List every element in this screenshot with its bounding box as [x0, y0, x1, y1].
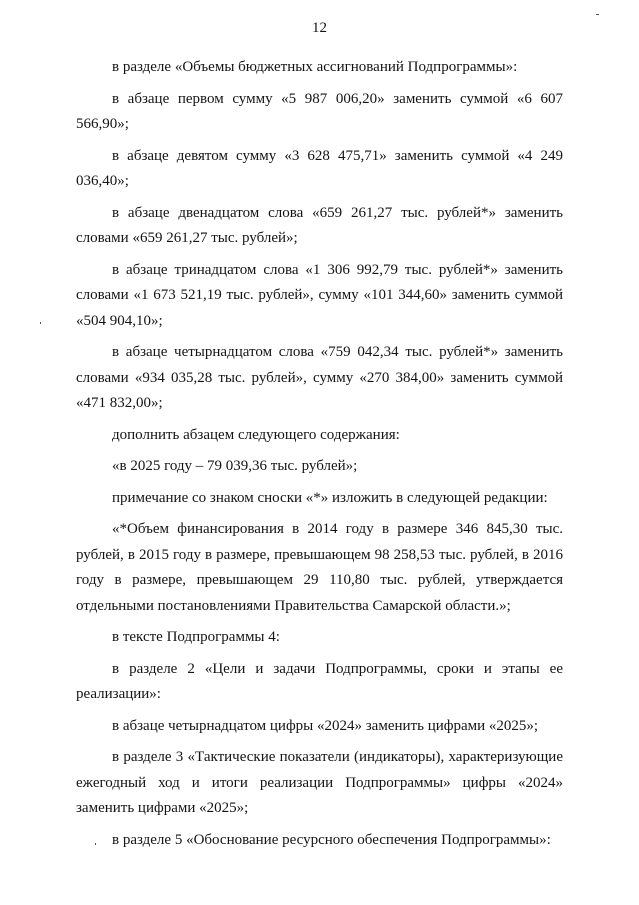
- paragraph: в абзаце тринадцатом слова «1 306 992,79 тыс. рублей*» заменить словами «1 673 521,19 тыс. рублей», сумму «101 344,60» заменить суммой «504 904,10»;: [76, 261, 563, 329]
- paragraph: дополнить абзацем следующего содержания:: [112, 426, 400, 443]
- paragraph: в абзаце девятом сумму «3 628 475,71» заменить суммой «4 249 036,40»;: [76, 147, 563, 189]
- paragraph: в разделе 2 «Цели и задачи Подпрограммы, сроки и этапы ее реализации»:: [76, 660, 563, 702]
- paragraph: в разделе «Объемы бюджетных ассигнований Подпрограммы»:: [112, 59, 518, 75]
- scan-mark: [596, 14, 599, 15]
- paragraph: в абзаце двенадцатом слова «659 261,27 тыс. рублей*» заменить словами «659 261,27 тыс. рублей»;: [76, 204, 563, 246]
- paragraph: «*Объем финансирования в 2014 году в размере 346 845,30 тыс. рублей, в 2015 году в размере, превышающем 98 258,53 тыс. рублей, в 2016 году в размере, превышающем 29 110,80 тыс. рублей, утверждается отдельными постановлениями Правительства Самарской области.»;: [76, 521, 563, 614]
- paragraph: в разделе 3 «Тактические показатели (индикаторы), характеризующие ежегодный ход и итоги реализации Подпрограммы» цифры «2024» заменить цифрами «2025»;: [76, 749, 563, 816]
- paragraph: примечание со знаком сноски «*» изложить в следующей редакции:: [112, 489, 548, 506]
- paragraph: в разделе 5 «Обоснование ресурсного обеспечения Подпрограммы»:: [112, 831, 551, 848]
- paragraph: в абзаце первом сумму «5 987 006,20» заменить суммой «6 607 566,90»;: [76, 90, 563, 132]
- page-number: 12: [312, 20, 327, 36]
- paragraph: в абзаце четырнадцатом цифры «2024» заменить цифрами «2025»;: [112, 717, 539, 734]
- paragraph: в абзаце четырнадцатом слова «759 042,34 тыс. рублей*» заменить словами «934 035,28 тыс. рублей», сумму «270 384,00» заменить суммой «471 832,00»;: [76, 344, 563, 411]
- paragraph: в тексте Подпрограммы 4:: [112, 629, 280, 645]
- scan-mark: [40, 322, 41, 324]
- document-body: [76, 55, 563, 853]
- paragraph: «в 2025 году – 79 039,36 тыс. рублей»;: [112, 458, 358, 474]
